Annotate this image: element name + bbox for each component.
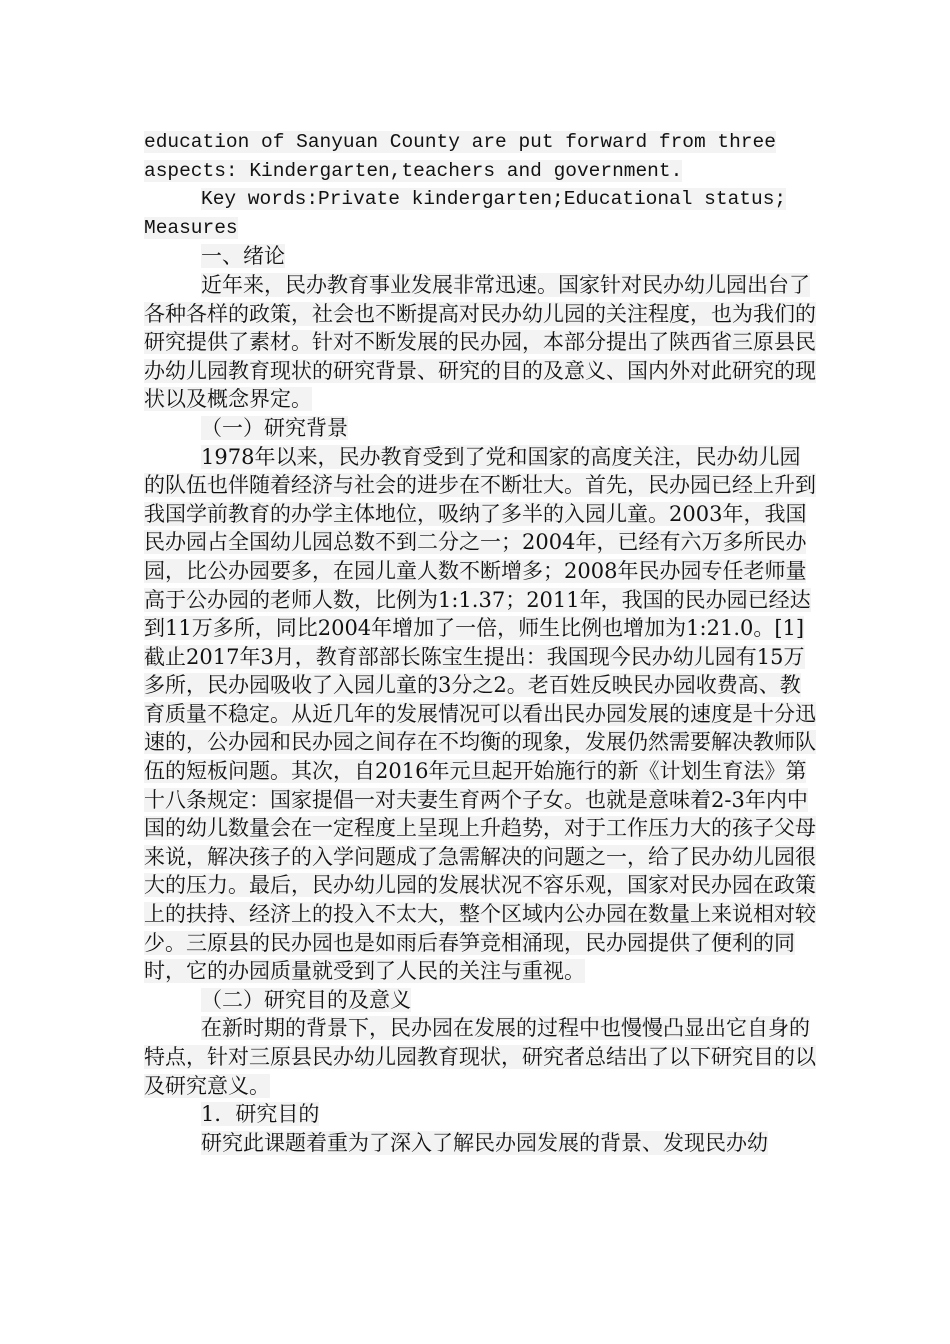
subsection-heading-purpose: （二）研究目的及意义 [201,987,411,1012]
abstract-tail: education of Sanyuan County are put forward from three aspects: Kindergarten,teachers and government. [144,131,776,182]
introduction-paragraph: 近年来，民办教育事业发展非常迅速。国家针对民办幼儿园出台了各种各样的政策，社会也不断提高对民办幼儿园的关注程度，也为我们的研究提供了素材。针对不断发展的民办园，本部分提出了陕西省三原县民办幼儿园教育现状的研究背景、研究的目的及意义、国内外对此研究的现状以及概念界定。 [144,272,816,412]
document-page [144,128,816,1157]
purpose-item-paragraph: 研究此课题着重为了深入了解民办园发展的背景、发现民办幼 [201,1130,768,1155]
section-heading-introduction: 一、绪论 [201,244,285,269]
background-paragraph: 1978年以来，民办教育受到了党和国家的高度关注，民办幼儿园的队伍也伴随着经济与社会的进步在不断壮大。首先，民办园已经上升到我国学前教育的办学主体地位，吸纳了多半的入园儿童。2003年，我国民办园占全国幼儿园总数不到二分之一；2004年，已经有六万多所民办园，比公办园要多，在园儿童人数不断增多；2008年民办园专任老师量高于公办园的老师人数，比例为1:1.37；2011年，我国的民办园已经达到11万多所，同比2004年增加了一倍，师生比例也增加为1:21.0。[1]截止2017年3月，教育部部长陈宝生提出：我国现今民办幼儿园有15万多所，民办园吸收了入园儿童的3分之2。老百姓反映民办园收费高、教育质量不稳定。从近几年的发展情况可以看出民办园发展的速度是十分迅速的，公办园和民办园之间存在不均衡的现象，发展仍然需要解决教师队伍的短板问题。其次，自2016年元旦起开始施行的新《计划生育法》第十八条规定：国家提倡一对夫妻生育两个子女。也就是意味着2-3年内中国的幼儿数量会在一定程度上呈现上升趋势，对于工作压力大的孩子父母来说，解决孩子的入学问题成了急需解决的问题之一，给了民办幼儿园很大的压力。最后，民办幼儿园的发展状况不容乐观，国家对民办园在政策上的扶持、经济上的投入不太大，整个区域内公办园在数量上来说相对较少。三原县的民办园也是如雨后春笋竞相涌现，民办园提供了便利的同时，它的办园质量就受到了人民的关注与重视。 [144,444,816,984]
purpose-item-heading: 1．研究目的 [201,1102,320,1127]
subsection-heading-background: （一）研究背景 [201,415,348,440]
purpose-paragraph: 在新时期的背景下，民办园在发展的过程中也慢慢凸显出它自身的特点，针对三原县民办幼儿园教育现状，研究者总结出了以下研究目的以及研究意义。 [144,1016,816,1098]
keywords: Key words:Private kindergarten;Educational status; Measures [144,188,787,239]
